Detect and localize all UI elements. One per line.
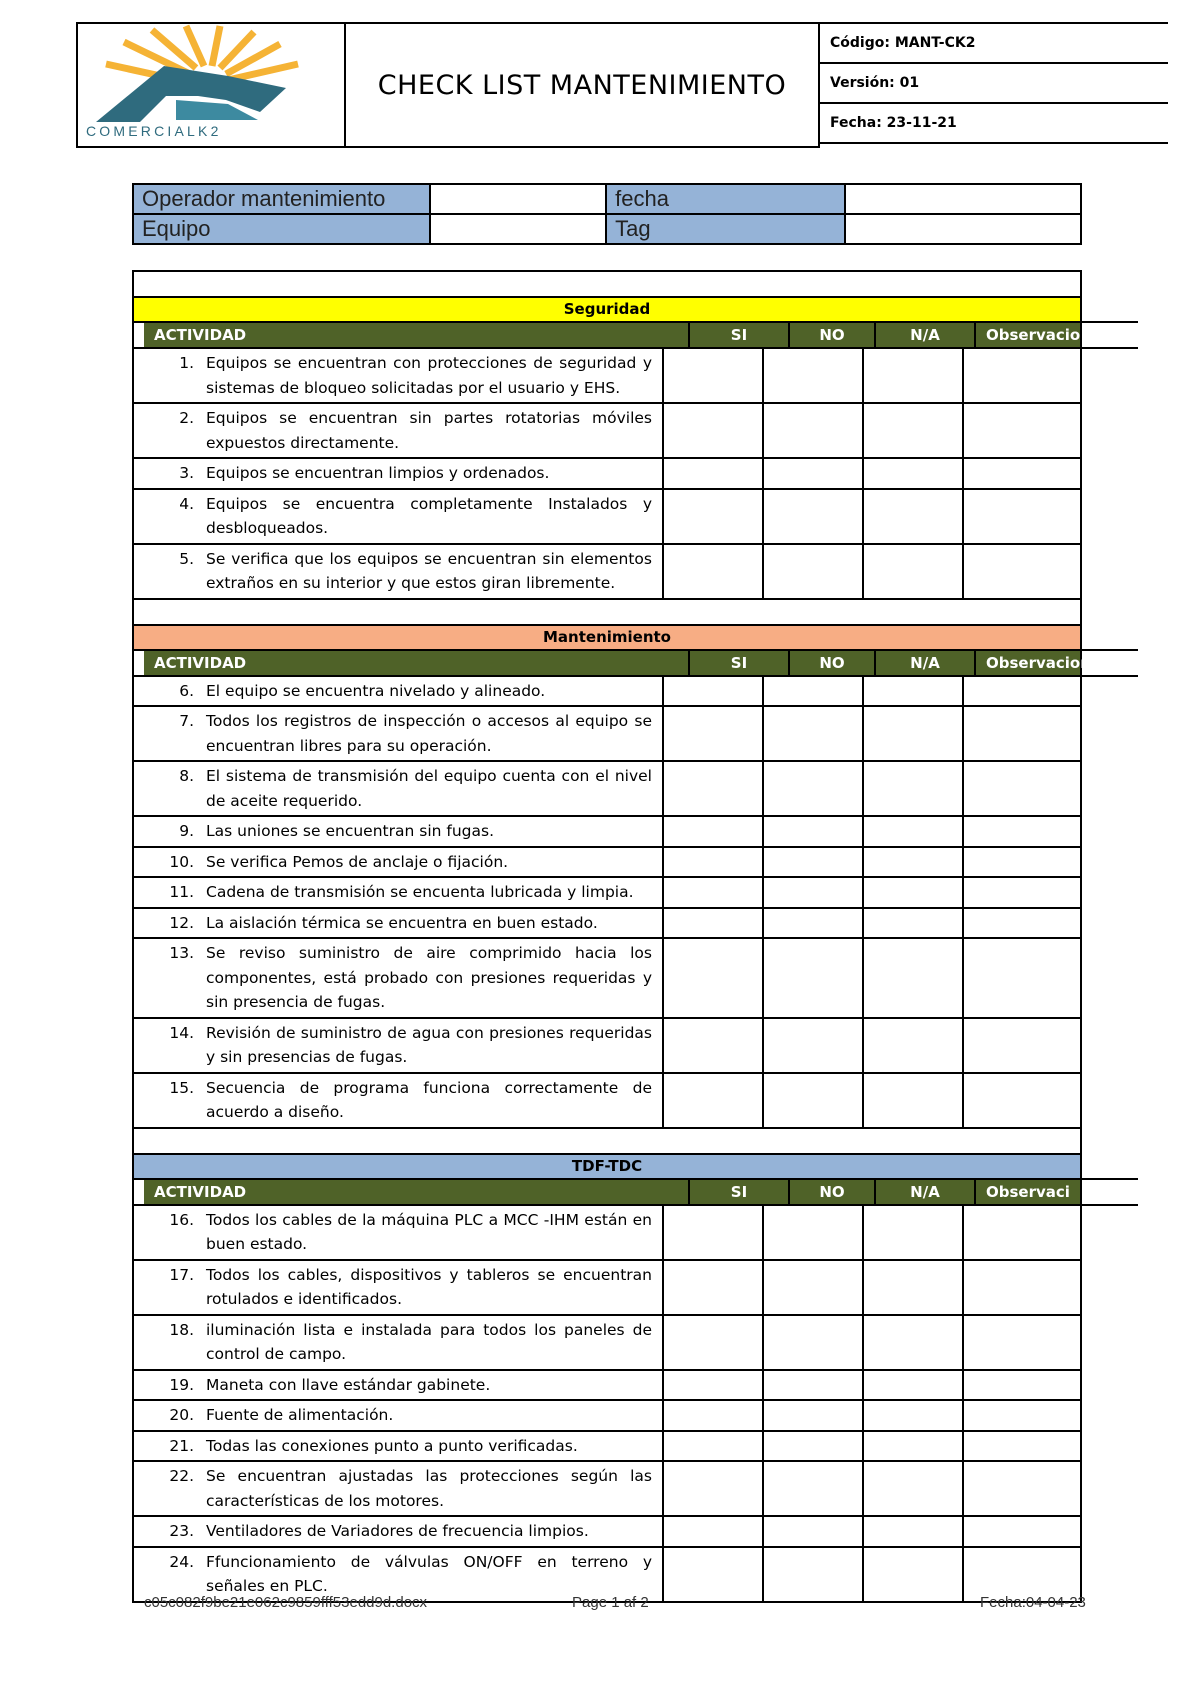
header-si: SI	[688, 323, 788, 347]
checklist-item-row	[134, 1019, 1080, 1074]
header-observacion: Observacion	[974, 651, 1080, 675]
observacion-cell[interactable]	[964, 1432, 1080, 1461]
checklist-item-row	[134, 707, 1080, 762]
no-checkbox-cell[interactable]	[764, 848, 864, 877]
item-activity-cell	[134, 1316, 664, 1369]
item-activity-cell	[134, 1371, 664, 1400]
item-text: Todos los registros de inspección o accesos al equipo se encuentran libres para su operación.	[206, 712, 652, 755]
na-checkbox-cell[interactable]	[864, 1074, 964, 1127]
header-actividad: ACTIVIDAD	[134, 1180, 688, 1204]
item-number: 8.	[179, 767, 194, 785]
fecha-label: fecha	[606, 184, 845, 214]
item-number: 12.	[169, 913, 194, 932]
no-checkbox-cell[interactable]	[764, 490, 864, 543]
item-activity-cell	[134, 762, 664, 815]
observacion-cell[interactable]	[964, 817, 1080, 846]
checklist-item-row	[134, 1462, 1080, 1517]
item-text: Equipos se encuentran con protecciones de seguridad y sistemas de bloqueo solicitadas por el usuario y EHS.	[206, 354, 652, 397]
si-checkbox-cell[interactable]	[664, 459, 764, 488]
operador-value-cell[interactable]	[430, 184, 607, 214]
checklist-item-row	[134, 1206, 1080, 1261]
footer-page-number: Page 1 af 2	[572, 1594, 649, 1611]
section-title: Mantenimiento	[134, 626, 1080, 651]
item-activity-cell	[134, 909, 664, 938]
item-number: 17.	[169, 1265, 194, 1284]
checklist-table	[132, 270, 1091, 1603]
si-checkbox-cell[interactable]	[664, 1432, 764, 1461]
na-checkbox-cell[interactable]	[864, 1401, 964, 1430]
na-checkbox-cell[interactable]	[864, 817, 964, 846]
item-text: iluminación lista e instalada para todos los paneles de control de campo.	[206, 1320, 652, 1363]
no-checkbox-cell[interactable]	[764, 349, 864, 402]
item-number: 16.	[169, 1210, 194, 1229]
checklist-item-row	[134, 1371, 1080, 1402]
item-activity-cell	[134, 1517, 664, 1546]
item-text: Equipos se encuentran sin partes rotatorias móviles expuestos directamente.	[206, 409, 652, 452]
header-border-extension	[1080, 649, 1138, 651]
item-number: 4.	[179, 494, 194, 513]
item-activity-cell	[134, 349, 664, 402]
checklist-item-row	[134, 677, 1080, 708]
equipo-value-cell[interactable]	[430, 214, 607, 244]
no-checkbox-cell[interactable]	[764, 817, 864, 846]
observacion-cell[interactable]	[964, 1517, 1080, 1546]
fecha-field: Fecha: 23-11-21	[820, 102, 1168, 144]
header-border-extension	[1080, 321, 1138, 323]
no-checkbox-cell[interactable]	[764, 1261, 864, 1314]
item-activity-cell	[134, 459, 664, 488]
item-activity-cell	[134, 1548, 664, 1601]
na-checkbox-cell[interactable]	[864, 909, 964, 938]
item-text: El equipo se encuentra nivelado y alineado.	[206, 681, 546, 700]
na-checkbox-cell[interactable]	[864, 404, 964, 457]
item-text: Cadena de transmisión se encuenta lubricada y limpia.	[206, 883, 634, 901]
no-checkbox-cell[interactable]	[764, 1548, 864, 1601]
checklist-item-row	[134, 762, 1080, 817]
header-observacion: Observacio	[974, 323, 1080, 347]
item-text: Equipos se encuentra completamente Instalados y desbloqueados.	[206, 494, 652, 537]
version-field: Versión: 01	[820, 62, 1168, 104]
item-activity-cell	[134, 404, 664, 457]
na-checkbox-cell[interactable]	[864, 459, 964, 488]
na-checkbox-cell[interactable]	[864, 1432, 964, 1461]
logo-cell	[76, 22, 344, 148]
item-activity-cell	[134, 545, 664, 598]
observacion-cell[interactable]	[964, 878, 1080, 907]
observacion-cell[interactable]	[964, 762, 1080, 815]
no-checkbox-cell[interactable]	[764, 707, 864, 760]
observacion-cell[interactable]	[964, 1074, 1080, 1127]
no-checkbox-cell[interactable]	[764, 404, 864, 457]
section-title: TDF-TDC	[134, 1155, 1080, 1180]
item-text: Maneta con llave estándar gabinete.	[206, 1375, 491, 1394]
na-checkbox-cell[interactable]	[864, 848, 964, 877]
no-checkbox-cell[interactable]	[764, 1432, 864, 1461]
si-checkbox-cell[interactable]	[664, 939, 764, 1017]
si-checkbox-cell[interactable]	[664, 349, 764, 402]
item-number: 24.	[169, 1552, 194, 1571]
na-checkbox-cell[interactable]	[864, 1517, 964, 1546]
no-checkbox-cell[interactable]	[764, 762, 864, 815]
na-checkbox-cell[interactable]	[864, 1462, 964, 1515]
item-activity-cell	[134, 848, 664, 877]
na-checkbox-cell[interactable]	[864, 349, 964, 402]
item-number: 14.	[169, 1023, 194, 1042]
na-checkbox-cell[interactable]	[864, 490, 964, 543]
observacion-cell[interactable]	[964, 707, 1080, 760]
no-checkbox-cell[interactable]	[764, 939, 864, 1017]
si-checkbox-cell[interactable]	[664, 1074, 764, 1127]
item-number: 1.	[179, 354, 194, 372]
si-checkbox-cell[interactable]	[664, 1019, 764, 1072]
item-number: 21.	[169, 1436, 194, 1455]
si-checkbox-cell[interactable]	[664, 762, 764, 815]
checklist-item-row	[134, 404, 1080, 459]
header-actividad: ACTIVIDAD	[134, 323, 688, 347]
no-checkbox-cell[interactable]	[764, 878, 864, 907]
header-border-extension	[1080, 347, 1138, 349]
item-number: 20.	[169, 1406, 194, 1424]
logo-text: COMERCIALK2	[86, 123, 222, 139]
item-number: 19.	[169, 1375, 194, 1394]
observacion-cell[interactable]	[964, 1401, 1080, 1430]
observacion-cell[interactable]	[964, 1261, 1080, 1314]
codigo-field: Código: MANT-CK2	[820, 22, 1168, 64]
observacion-cell[interactable]	[964, 490, 1080, 543]
observacion-cell[interactable]	[964, 1371, 1080, 1400]
no-checkbox-cell[interactable]	[764, 1462, 864, 1515]
item-activity-cell	[134, 1206, 664, 1259]
section-title: Seguridad	[134, 298, 1080, 323]
si-checkbox-cell[interactable]	[664, 1261, 764, 1314]
spacer-row	[134, 600, 1080, 626]
observacion-cell[interactable]	[964, 1206, 1080, 1259]
item-text: Todas las conexiones punto a punto verificadas.	[206, 1436, 578, 1455]
item-text: La aislación térmica se encuentra en buen estado.	[206, 913, 598, 932]
si-checkbox-cell[interactable]	[664, 1462, 764, 1515]
checklist-item-row	[134, 545, 1080, 600]
item-activity-cell	[134, 1432, 664, 1461]
checklist-item-row	[134, 878, 1080, 909]
item-text: Fuente de alimentación.	[206, 1406, 394, 1424]
footer-date: Fecha:04-04-23	[980, 1594, 1086, 1611]
observacion-cell[interactable]	[964, 1019, 1080, 1072]
checklist-item-row	[134, 848, 1080, 879]
item-number: 7.	[179, 712, 194, 730]
checklist-item-row	[134, 939, 1080, 1019]
item-text: Todos los cables de la máquina PLC a MCC -IHM están en buen estado.	[206, 1210, 652, 1253]
checklist-item-row	[134, 349, 1080, 404]
observacion-cell[interactable]	[964, 349, 1080, 402]
observacion-cell[interactable]	[964, 545, 1080, 598]
item-activity-cell	[134, 1019, 664, 1072]
checklist-item-row	[134, 909, 1080, 940]
document-meta	[820, 22, 1168, 148]
observacion-cell[interactable]	[964, 404, 1080, 457]
header-observacion: Observaci	[974, 1180, 1080, 1204]
observacion-cell[interactable]	[964, 1316, 1080, 1369]
header-no: NO	[788, 651, 874, 675]
document-header	[76, 22, 1168, 148]
checklist-item-row	[134, 817, 1080, 848]
item-activity-cell	[134, 1462, 664, 1515]
checklist-item-row	[134, 1074, 1080, 1129]
item-text: Se reviso suministro de aire comprimido hacia los componentes, está probado con presiones requeridas y sin presencia de fugas.	[206, 944, 652, 1011]
no-checkbox-cell[interactable]	[764, 459, 864, 488]
item-number: 6.	[179, 681, 194, 700]
si-checkbox-cell[interactable]	[664, 1548, 764, 1601]
si-checkbox-cell[interactable]	[664, 1371, 764, 1400]
item-activity-cell	[134, 817, 664, 846]
observacion-cell[interactable]	[964, 1548, 1080, 1601]
na-checkbox-cell[interactable]	[864, 939, 964, 1017]
footer-filename: c05c082f9be21e062c9859fff53edd9d.docx	[144, 1594, 428, 1611]
equipo-label: Equipo	[133, 214, 430, 244]
si-checkbox-cell[interactable]	[664, 909, 764, 938]
item-activity-cell	[134, 939, 664, 1017]
item-text: Equipos se encuentran limpios y ordenados.	[206, 464, 550, 482]
na-checkbox-cell[interactable]	[864, 1206, 964, 1259]
na-checkbox-cell[interactable]	[864, 1316, 964, 1369]
fecha-value-cell[interactable]	[845, 184, 1081, 214]
na-checkbox-cell[interactable]	[864, 1019, 964, 1072]
si-checkbox-cell[interactable]	[664, 878, 764, 907]
comercialk2-logo	[78, 24, 342, 146]
observacion-cell[interactable]	[964, 909, 1080, 938]
checklist-item-row	[134, 1316, 1080, 1371]
item-number: 9.	[179, 822, 194, 840]
checklist-item-row	[134, 1432, 1080, 1463]
column-header-row	[134, 1180, 1080, 1206]
na-checkbox-cell[interactable]	[864, 1548, 964, 1601]
na-checkbox-cell[interactable]	[864, 762, 964, 815]
item-activity-cell	[134, 677, 664, 706]
checklist-item-row	[134, 1517, 1080, 1548]
spacer-row	[134, 1129, 1080, 1155]
si-checkbox-cell[interactable]	[664, 848, 764, 877]
observacion-cell[interactable]	[964, 1462, 1080, 1515]
no-checkbox-cell[interactable]	[764, 909, 864, 938]
no-checkbox-cell[interactable]	[764, 1019, 864, 1072]
observacion-cell[interactable]	[964, 459, 1080, 488]
item-number: 15.	[169, 1078, 194, 1097]
na-checkbox-cell[interactable]	[864, 1261, 964, 1314]
item-activity-cell	[134, 707, 664, 760]
checklist-item-row	[134, 1261, 1080, 1316]
item-number: 18.	[169, 1320, 194, 1339]
header-actividad: ACTIVIDAD	[134, 651, 688, 675]
item-text: Se verifica Pemos de anclaje o fijación.	[206, 852, 509, 871]
item-text: Secuencia de programa funciona correctamente de acuerdo a diseño.	[206, 1078, 652, 1121]
item-activity-cell	[134, 878, 664, 907]
si-checkbox-cell[interactable]	[664, 1206, 764, 1259]
spacer-row	[134, 272, 1080, 298]
na-checkbox-cell[interactable]	[864, 1371, 964, 1400]
si-checkbox-cell[interactable]	[664, 545, 764, 598]
item-text: Ventiladores de Variadores de frecuencia limpios.	[206, 1522, 589, 1540]
header-border-extension	[1080, 675, 1138, 677]
item-activity-cell	[134, 1074, 664, 1127]
item-text: Revisión de suministro de agua con presiones requeridas y sin presencias de fugas.	[206, 1023, 652, 1066]
no-checkbox-cell[interactable]	[764, 1517, 864, 1546]
item-number: 5.	[179, 549, 194, 568]
no-checkbox-cell[interactable]	[764, 1074, 864, 1127]
si-checkbox-cell[interactable]	[664, 404, 764, 457]
observacion-cell[interactable]	[964, 939, 1080, 1017]
no-checkbox-cell[interactable]	[764, 1206, 864, 1259]
tag-value-cell[interactable]	[845, 214, 1081, 244]
item-text: Ffuncionamiento de válvulas ON/OFF en terreno y señales en PLC.	[206, 1552, 652, 1595]
item-number: 23.	[169, 1522, 194, 1540]
header-no: NO	[788, 1180, 874, 1204]
item-number: 10.	[169, 852, 194, 871]
checklist-item-row	[134, 490, 1080, 545]
item-activity-cell	[134, 1401, 664, 1430]
document-title: CHECK LIST MANTENIMIENTO	[344, 22, 820, 148]
item-number: 22.	[169, 1467, 194, 1485]
si-checkbox-cell[interactable]	[664, 1517, 764, 1546]
item-activity-cell	[134, 490, 664, 543]
na-checkbox-cell[interactable]	[864, 878, 964, 907]
no-checkbox-cell[interactable]	[764, 1401, 864, 1430]
si-checkbox-cell[interactable]	[664, 1316, 764, 1369]
item-activity-cell	[134, 1261, 664, 1314]
header-na: N/A	[874, 651, 974, 675]
si-checkbox-cell[interactable]	[664, 817, 764, 846]
checklist-item-row	[134, 1401, 1080, 1432]
item-text: Se verifica que los equipos se encuentran sin elementos extraños en su interior y que estos giran libremente.	[206, 549, 652, 592]
header-si: SI	[688, 1180, 788, 1204]
na-checkbox-cell[interactable]	[864, 677, 964, 706]
column-header-row	[134, 323, 1080, 349]
info-table	[132, 183, 1082, 245]
item-text: Todos los cables, dispositivos y tableros se encuentran rotulados e identificados.	[206, 1265, 652, 1308]
si-checkbox-cell[interactable]	[664, 490, 764, 543]
item-number: 2.	[179, 409, 194, 427]
header-border-extension	[1080, 1178, 1138, 1180]
header-na: N/A	[874, 323, 974, 347]
tag-label: Tag	[606, 214, 845, 244]
si-checkbox-cell[interactable]	[664, 707, 764, 760]
na-checkbox-cell[interactable]	[864, 707, 964, 760]
si-checkbox-cell[interactable]	[664, 677, 764, 706]
header-no: NO	[788, 323, 874, 347]
operador-label: Operador mantenimiento	[133, 184, 430, 214]
no-checkbox-cell[interactable]	[764, 545, 864, 598]
header-si: SI	[688, 651, 788, 675]
column-header-row	[134, 651, 1091, 677]
observacion-cell[interactable]	[964, 848, 1080, 877]
si-checkbox-cell[interactable]	[664, 1401, 764, 1430]
item-text: Las uniones se encuentran sin fugas.	[206, 822, 494, 840]
header-na: N/A	[874, 1180, 974, 1204]
item-number: 11.	[169, 883, 194, 901]
checklist-item-row	[134, 459, 1080, 490]
header-border-extension	[1080, 1204, 1138, 1206]
no-checkbox-cell[interactable]	[764, 677, 864, 706]
observacion-cell[interactable]	[964, 677, 1080, 706]
no-checkbox-cell[interactable]	[764, 1371, 864, 1400]
item-text: Se encuentran ajustadas las protecciones según las características de los motores.	[206, 1467, 652, 1510]
no-checkbox-cell[interactable]	[764, 1316, 864, 1369]
item-number: 3.	[179, 464, 194, 482]
item-text: El sistema de transmisión del equipo cuenta con el nivel de aceite requerido.	[206, 767, 652, 810]
na-checkbox-cell[interactable]	[864, 545, 964, 598]
item-number: 13.	[169, 944, 194, 962]
